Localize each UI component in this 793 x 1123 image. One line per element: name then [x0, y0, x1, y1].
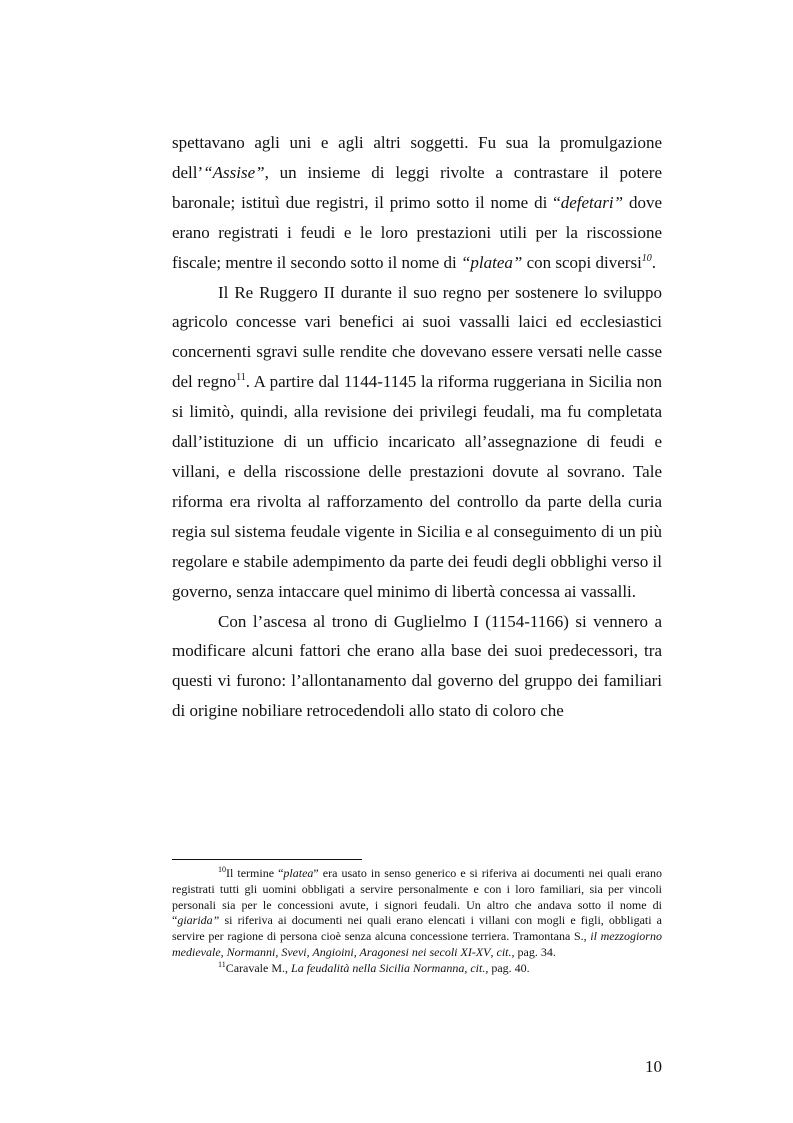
text-run: ,: [490, 944, 497, 959]
italic-text: il mezzogiorno medievale, Normanni, Svevi, Angioini, Aragonesi nei secoli XI-XV: [172, 929, 662, 959]
text-run: Il Re Ruggero II durante il suo regno per sostenere lo sviluppo agricolo concesse vari benefici ai suoi vassalli laici ed ecclesiastici concernenti sgravi sulle rendite che dovevano essere versati nelle casse del regno: [172, 282, 662, 392]
text-run: dove erano registrati i feudi e le loro prestazioni utili per la riscossione fiscale; mentre il secondo sotto il nome di: [172, 192, 662, 272]
text-run: Con l’ascesa al trono di Guglielmo I (1154-1166) si vennero a modificare alcuni fattori che erano alla base dei suoi predecessori, tra questi vi furono: l’allontanamento dal governo del gruppo dei familiari di origine nobiliare retrocedendoli allo stato di coloro che: [172, 611, 662, 721]
italic-text: La feudalità nella Sicilia Normanna, cit.,: [291, 960, 489, 975]
footnote: [172, 866, 662, 961]
footnotes: [172, 866, 662, 977]
footnote-marker: 11: [236, 372, 246, 384]
text-run: pag. 34.: [514, 944, 556, 959]
footnote-marker: 10: [218, 865, 226, 874]
italic-text: defetari”: [560, 192, 624, 212]
body-paragraph: [172, 607, 662, 727]
body-paragraph: [172, 128, 662, 278]
italic-text: cit.,: [496, 944, 515, 959]
text-run: . A partire dal 1144-1145 la riforma ruggeriana in Sicilia non si limitò, quindi, alla revisione dei privilegi feudali, ma fu completata dall’istituzione di un ufficio incaricato all’assegnazione di feudi e villani, e della riscossione delle prestazioni dovute al sovrano. Tale riforma era rivolta al rafforzamento del controllo da parte della curia regia sul sistema feudale vigente in Sicilia e al conseguimento di un più regolare e stabile adempimento da parte dei feudi degli obblighi verso il governo, senza intaccare quel minimo di libertà concessa ai vassalli.: [172, 372, 662, 601]
footnote-marker: 10: [641, 252, 652, 264]
page-number: 10: [645, 1057, 662, 1076]
footnote-marker: 11: [218, 959, 226, 969]
italic-text: platea: [283, 866, 314, 880]
text-run: Il termine “: [226, 866, 284, 880]
text-run: si riferiva ai documenti nei quali erano elencati i villani con mogli e figli, obbligati a servire per ragione di persona cioè senza alcuna concessione terriera. Tramontana S.,: [172, 913, 662, 944]
text-run: spettavano agli uni e agli altri soggetti. Fu sua la promulgazione dell’: [172, 133, 662, 182]
text-run: .: [651, 252, 657, 272]
text-run: pag. 40.: [488, 960, 530, 975]
footnote: [172, 961, 662, 977]
italic-text: “Assise”: [203, 162, 265, 182]
text-run: , un insieme di leggi rivolte a contrastare il potere baronale; istituì due registri, il primo sotto il nome di “: [172, 162, 662, 212]
text-run: con scopi diversi: [522, 252, 642, 272]
text-run: Caravale M.,: [225, 960, 292, 975]
body-text: [172, 128, 662, 726]
body-paragraph: [172, 278, 662, 607]
italic-text: giarida”: [177, 913, 220, 928]
footnote-separator: [172, 859, 362, 860]
text-run: ” era usato in senso generico e si riferiva ai documenti nei quali erano registrati tutti gli uomini obbligati a servire personalmente e con i loro familiari, sia per vincoli personali sia per le concessioni avute, i signori feudali. Un altro che andava sotto il nome di “: [172, 866, 662, 928]
italic-text: “platea”: [460, 252, 523, 272]
